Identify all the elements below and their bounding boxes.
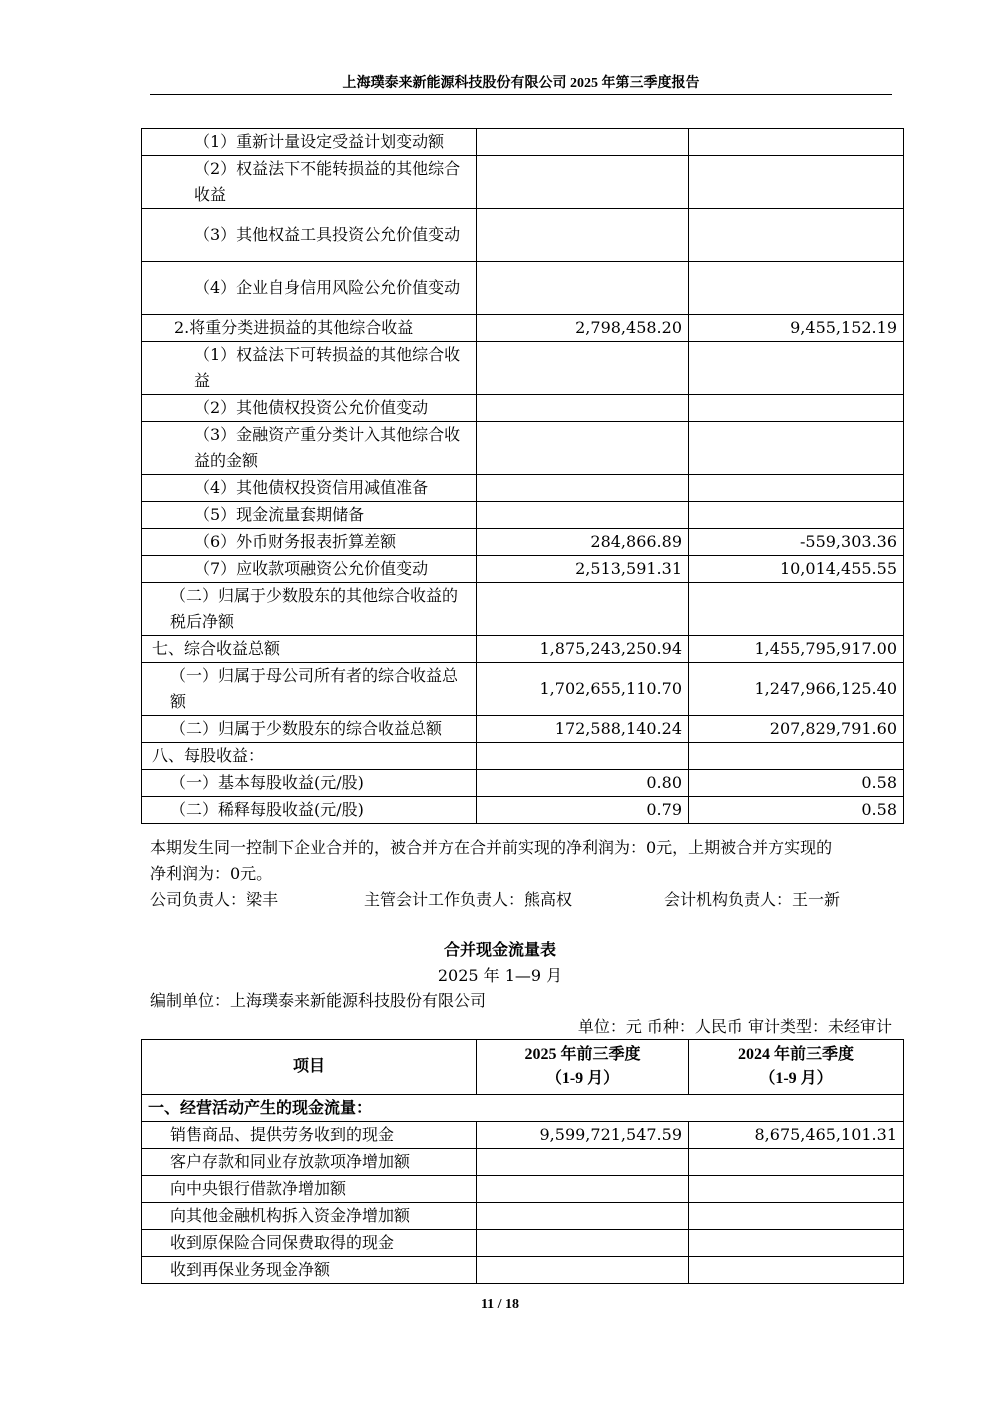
row-label: 销售商品、提供劳务收到的现金 [142, 1122, 477, 1149]
current-period-value: 1,702,655,110.70 [477, 663, 689, 716]
row-label: 收到原保险合同保费取得的现金 [142, 1230, 477, 1257]
current-period-value: 172,588,140.24 [477, 716, 689, 743]
table-row [142, 716, 904, 743]
current-period-value: 2,513,591.31 [477, 556, 689, 583]
report-header: 上海璞泰来新能源科技股份有限公司 2025 年第三季度报告 [342, 76, 700, 91]
current-period-value [477, 342, 689, 395]
prior-period-value [689, 1203, 904, 1230]
table-row [142, 209, 904, 262]
row-label: 收到再保业务现金净额 [142, 1257, 477, 1284]
table-row [142, 1230, 904, 1257]
row-label: 七、综合收益总额 [142, 636, 477, 663]
prior-period-value: 0.58 [689, 770, 904, 797]
prior-period-value [689, 342, 904, 395]
row-label: 八、每股收益： [142, 743, 477, 770]
row-label: （二）稀释每股收益(元/股) [142, 797, 477, 824]
current-period-value [477, 422, 689, 475]
current-period-value: 0.79 [477, 797, 689, 824]
row-label: 2.将重分类进损益的其他综合收益 [142, 315, 477, 342]
prior-period-value [689, 209, 904, 262]
prior-period-value [689, 502, 904, 529]
table-row [142, 1176, 904, 1203]
current-period-value [477, 475, 689, 502]
row-label: 向中央银行借款净增加额 [142, 1176, 477, 1203]
operating-section-header: 一、经营活动产生的现金流量： [142, 1095, 904, 1122]
prior-period-value: 10,014,455.55 [689, 556, 904, 583]
prior-period-value [689, 1257, 904, 1284]
table-row [142, 529, 904, 556]
row-label: （4）其他债权投资信用减值准备 [142, 475, 477, 502]
table-row [142, 770, 904, 797]
current-period-value: 9,599,721,547.59 [477, 1122, 689, 1149]
col-item-header: 项目 [142, 1040, 477, 1095]
prior-period-value: 8,675,465,101.31 [689, 1122, 904, 1149]
cashflow-table [141, 1039, 904, 1284]
prior-period-value [689, 583, 904, 636]
table-row [142, 743, 904, 770]
row-label: （2）其他债权投资公允价值变动 [142, 395, 477, 422]
merger-note-line-2: 净利润为：0元。 [150, 864, 273, 883]
current-period-value [477, 395, 689, 422]
agency-head: 会计机构负责人：王一新 [664, 890, 841, 909]
current-period-value: 2,798,458.20 [477, 315, 689, 342]
prior-period-value [689, 156, 904, 209]
current-period-value [477, 502, 689, 529]
current-period-value [477, 1230, 689, 1257]
prior-period-value: 207,829,791.60 [689, 716, 904, 743]
row-label: （7）应收款项融资公允价值变动 [142, 556, 477, 583]
table-row [142, 663, 904, 716]
prior-period-value: 1,247,966,125.40 [689, 663, 904, 716]
current-period-value: 1,875,243,250.94 [477, 636, 689, 663]
row-label: （6）外币财务报表折算差额 [142, 529, 477, 556]
table-row [142, 475, 904, 502]
row-label: （1）权益法下可转损益的其他综合收益 [142, 342, 477, 395]
preparer-line: 编制单位：上海璞泰来新能源科技股份有限公司 [150, 991, 487, 1010]
current-period-value [477, 1203, 689, 1230]
current-period-value [477, 583, 689, 636]
row-label: （二）归属于少数股东的综合收益总额 [142, 716, 477, 743]
table-row [142, 636, 904, 663]
col-current-line2: （1-9 月） [545, 1070, 620, 1087]
table-row [142, 129, 904, 156]
prior-period-value [689, 1230, 904, 1257]
table-row [142, 502, 904, 529]
prior-period-value [689, 422, 904, 475]
col-current-line1: 2025 年前三季度 [524, 1046, 641, 1063]
prior-period-value: -559,303.36 [689, 529, 904, 556]
prior-period-value [689, 395, 904, 422]
col-current-header [477, 1040, 689, 1095]
table-row [142, 422, 904, 475]
row-label: （二）归属于少数股东的其他综合收益的税后净额 [142, 583, 477, 636]
row-label: （3）金融资产重分类计入其他综合收益的金额 [142, 422, 477, 475]
cashflow-period: 2025 年 1—9 月 [437, 966, 563, 985]
prior-period-value [689, 129, 904, 156]
comprehensive-income-table [141, 128, 904, 824]
page-number: 11 / 18 [480, 1297, 520, 1312]
company-head: 公司负责人：梁丰 [150, 890, 279, 909]
row-label: （5）现金流量套期储备 [142, 502, 477, 529]
table-row [142, 1149, 904, 1176]
row-label: （3）其他权益工具投资公允价值变动 [142, 209, 477, 262]
prior-period-value: 9,455,152.19 [689, 315, 904, 342]
header-divider [150, 94, 892, 95]
col-prior-header [689, 1040, 904, 1095]
row-label: （1）重新计量设定受益计划变动额 [142, 129, 477, 156]
col-prior-line2: （1-9 月） [759, 1070, 833, 1087]
table-row [142, 395, 904, 422]
prior-period-value [689, 1176, 904, 1203]
table-row [142, 156, 904, 209]
current-period-value [477, 743, 689, 770]
merger-note-line-1: 本期发生同一控制下企业合并的，被合并方在合并前实现的净利润为：0元，上期被合并方实现的 [150, 838, 833, 857]
current-period-value [477, 209, 689, 262]
row-label: （一）归属于母公司所有者的综合收益总额 [142, 663, 477, 716]
current-period-value [477, 129, 689, 156]
table-row [142, 797, 904, 824]
prior-period-value [689, 262, 904, 315]
row-label: （2）权益法下不能转损益的其他综合收益 [142, 156, 477, 209]
row-label: 向其他金融机构拆入资金净增加额 [142, 1203, 477, 1230]
col-prior-line1: 2024 年前三季度 [737, 1046, 854, 1063]
table-row [142, 262, 904, 315]
table-row [142, 583, 904, 636]
row-label: （4）企业自身信用风险公允价值变动 [142, 262, 477, 315]
table-row [142, 1122, 904, 1149]
table-row [142, 556, 904, 583]
prior-period-value: 1,455,795,917.00 [689, 636, 904, 663]
table-row [142, 1257, 904, 1284]
unit-line: 单位：元 币种：人民币 审计类型：未经审计 [577, 1017, 892, 1036]
current-period-value: 0.80 [477, 770, 689, 797]
current-period-value [477, 156, 689, 209]
accounting-head: 主管会计工作负责人：熊高权 [364, 890, 573, 909]
prior-period-value [689, 743, 904, 770]
current-period-value [477, 1149, 689, 1176]
row-label: （一）基本每股收益(元/股) [142, 770, 477, 797]
prior-period-value: 0.58 [689, 797, 904, 824]
cashflow-title: 合并现金流量表 [443, 940, 556, 959]
current-period-value [477, 1257, 689, 1284]
current-period-value [477, 262, 689, 315]
table-row [142, 1203, 904, 1230]
current-period-value [477, 1176, 689, 1203]
row-label: 客户存款和同业存放款项净增加额 [142, 1149, 477, 1176]
current-period-value: 284,866.89 [477, 529, 689, 556]
prior-period-value [689, 1149, 904, 1176]
prior-period-value [689, 475, 904, 502]
table-row [142, 315, 904, 342]
table-row [142, 342, 904, 395]
